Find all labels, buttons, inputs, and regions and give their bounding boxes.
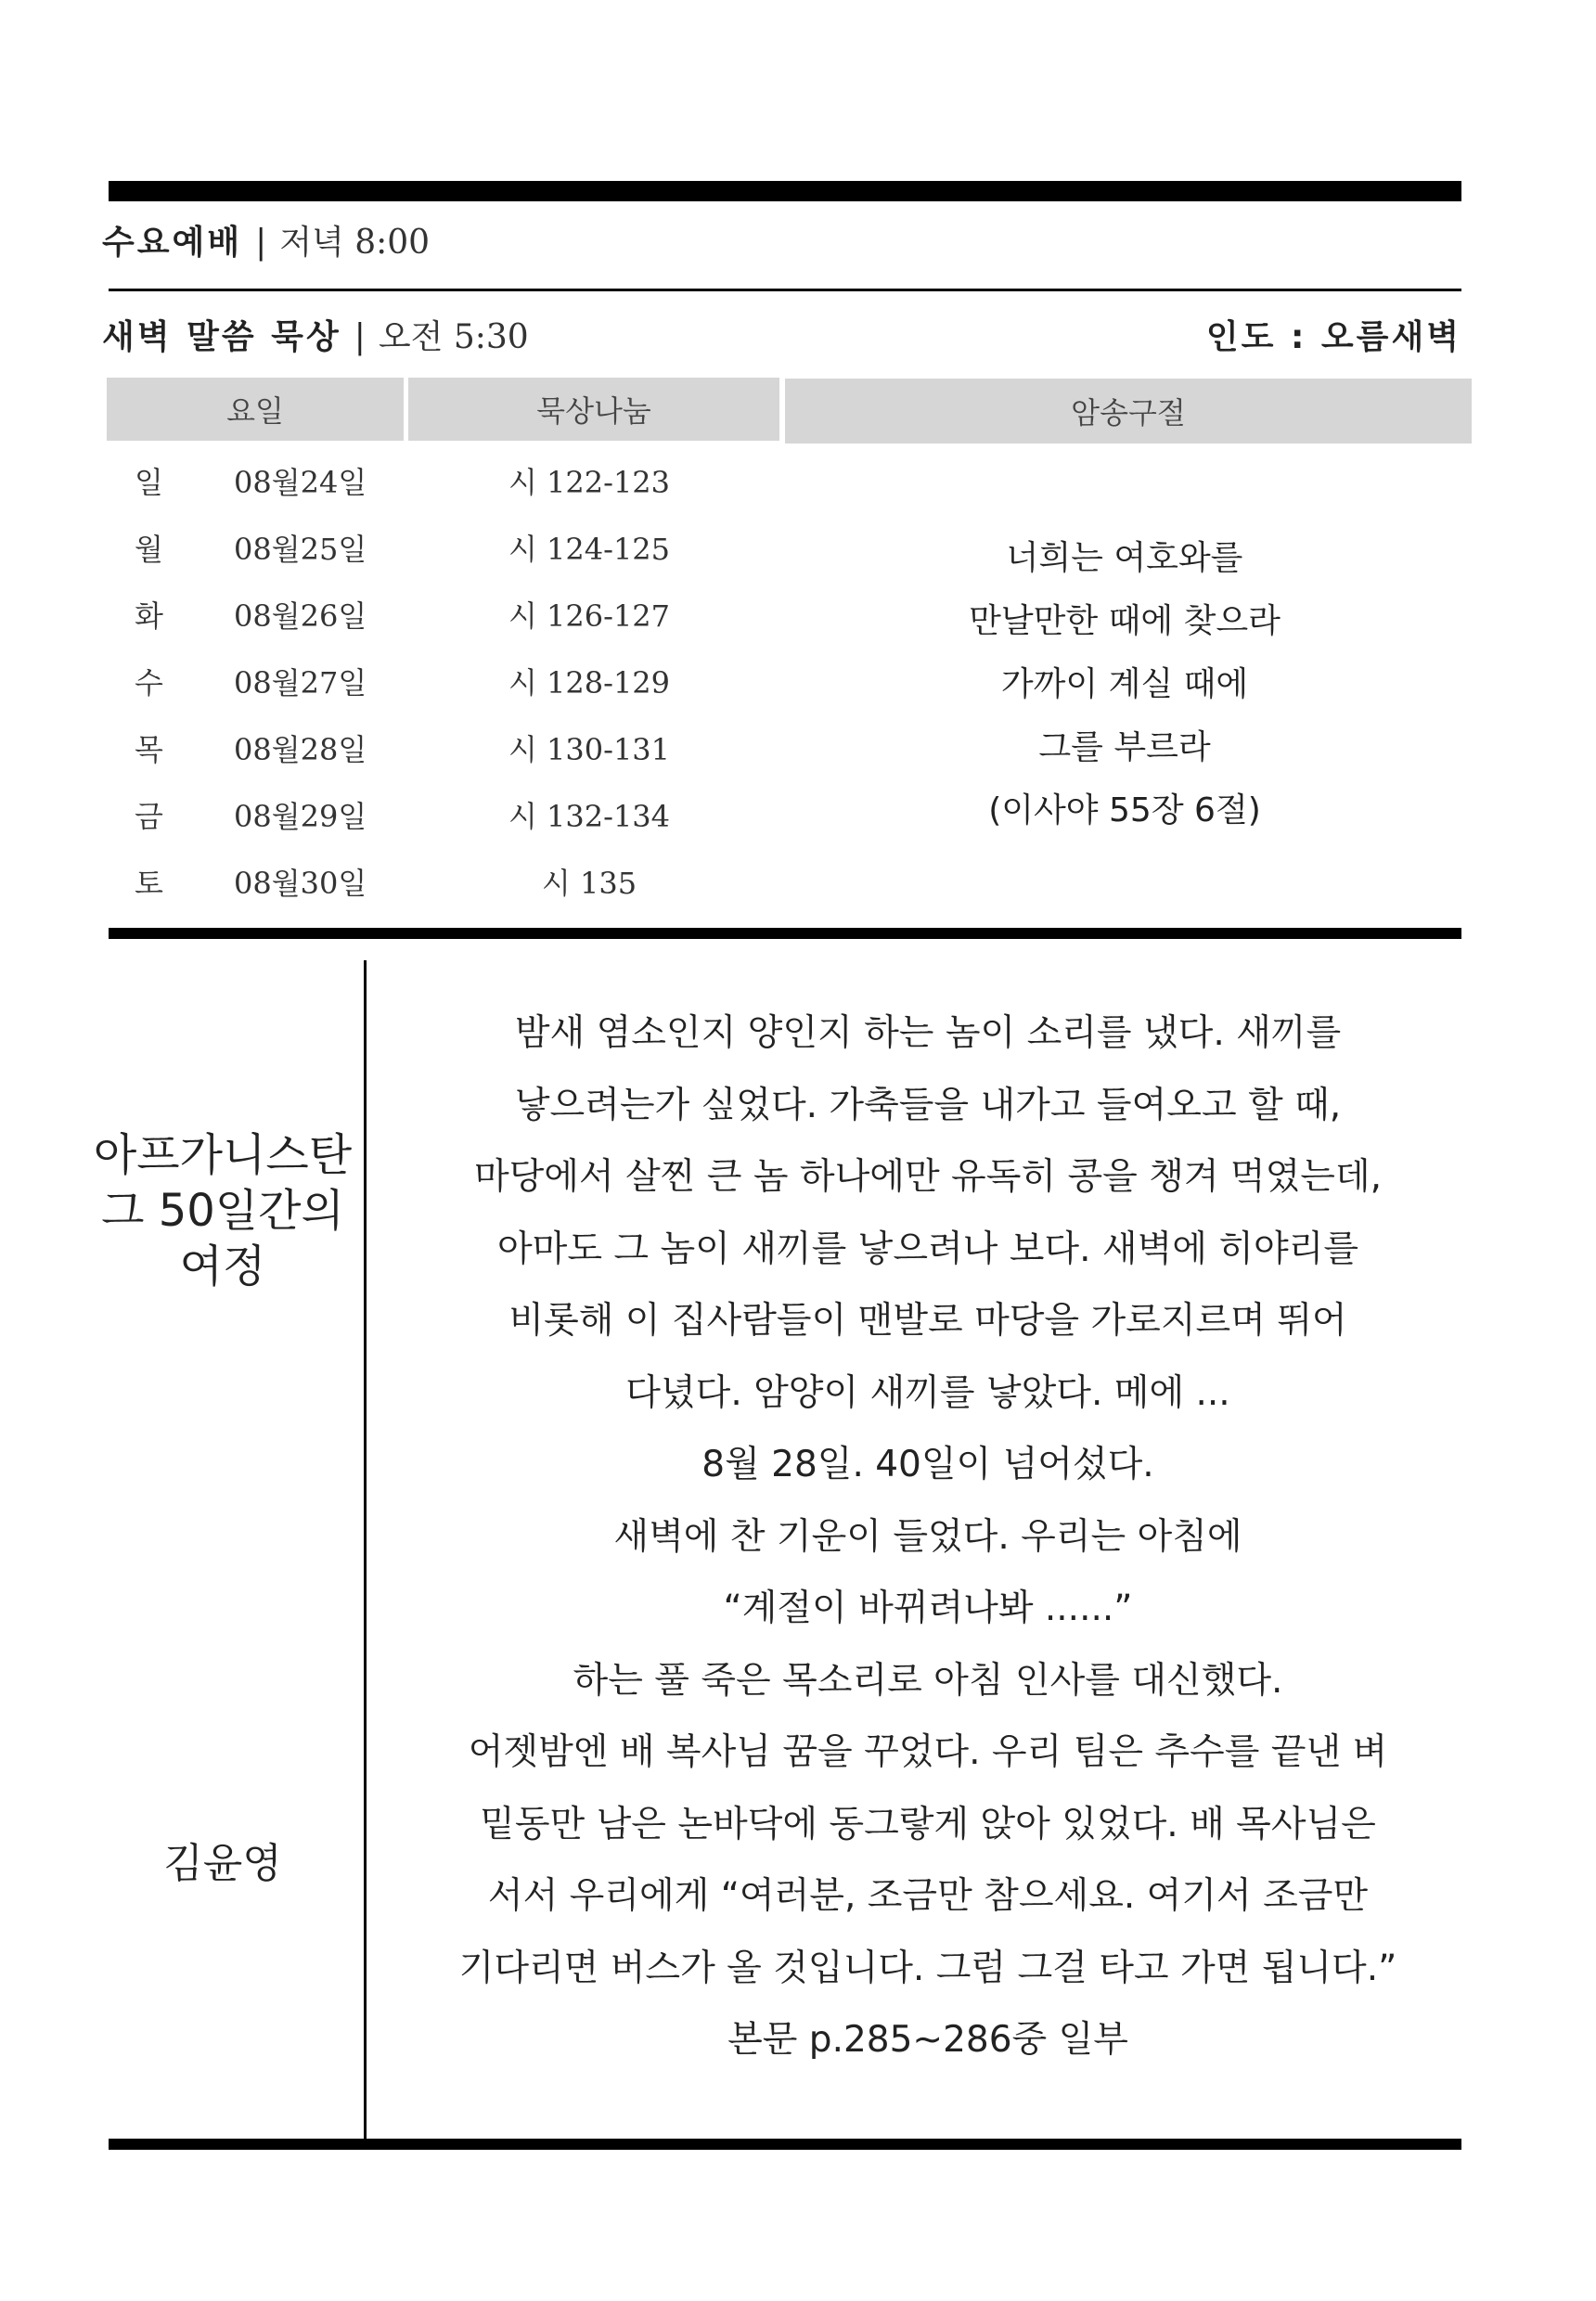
excerpt-line: 마당에서 살찐 큰 놈 하나에만 유독히 콩을 챙겨 먹였는데, — [473, 1156, 1383, 1198]
excerpt-line: 낳으려는가 싶었다. 가축들을 내가고 들여오고 할 때, — [514, 1084, 1342, 1126]
header-day: 요일 — [107, 378, 404, 441]
row-ref: 시 130-131 — [508, 732, 671, 767]
verse-line: 그를 부르라 — [1038, 728, 1211, 766]
excerpt-source: 본문 p.285~286중 일부 — [727, 2019, 1128, 2061]
excerpt-line: 서서 우리에게 “여러분, 조금만 참으세요. 여기서 조금만 — [487, 1875, 1369, 1917]
row-day: 목 — [135, 732, 163, 767]
excerpt-line: 아마도 그 놈이 새끼를 낳으려나 보다. 새벽에 히야리를 — [496, 1228, 1358, 1270]
row-day: 금 — [135, 799, 163, 834]
excerpt-line: 새벽에 찬 기운이 들었다. 우리는 아침에 — [613, 1515, 1242, 1558]
excerpt-line: 밤새 염소인지 양인지 하는 놈이 소리를 냈다. 새끼를 — [514, 1012, 1342, 1054]
row-date: 08월26일 — [234, 598, 367, 634]
book-title-line: 여정 — [179, 1240, 266, 1292]
row-ref: 시 124-125 — [508, 532, 671, 567]
row-day: 월 — [135, 532, 163, 567]
excerpt-line: 밑동만 남은 논바닥에 동그랗게 앉아 있었다. 배 목사님은 — [480, 1803, 1376, 1845]
row-date: 08월29일 — [234, 799, 367, 834]
memory-verse — [781, 527, 1468, 842]
row-date: 08월24일 — [234, 465, 367, 500]
dawn-meditation — [102, 315, 529, 360]
excerpt-line: 기다리면 버스가 올 것입니다. 그럼 그걸 타고 가면 됩니다.” — [458, 1947, 1397, 1989]
verse-reference: (이사야 55장 6절) — [988, 791, 1261, 829]
excerpt-line: 비롯해 이 집사람들이 맨발로 마당을 가로지르며 뛰어 — [508, 1300, 1347, 1342]
book-author: 김윤영 — [163, 1840, 282, 1887]
row-day: 수 — [135, 665, 163, 701]
row-day: 화 — [135, 598, 163, 634]
row-ref: 시 128-129 — [508, 665, 671, 701]
row-ref: 시 132-134 — [508, 799, 671, 834]
wednesday-time: 저녁 8:00 — [279, 224, 431, 262]
row-date: 08월25일 — [234, 532, 367, 567]
divider — [109, 289, 1461, 291]
row-date: 08월28일 — [234, 732, 367, 767]
verse-line: 만날만한 때에 찾으라 — [969, 602, 1281, 640]
dawn-time: 오전 5:30 — [378, 318, 529, 356]
book-title — [88, 1127, 357, 1294]
wednesday-title: 수요예배 — [102, 224, 243, 262]
bottom-rule — [109, 2139, 1461, 2150]
top-rule — [109, 181, 1461, 201]
row-date: 08월27일 — [234, 665, 367, 701]
verse-line: 너희는 여호와를 — [1006, 539, 1243, 577]
header-sharing: 묵상나눔 — [408, 378, 779, 441]
dawn-leader: 인도 : 오름새벽 — [1205, 318, 1461, 356]
book-title-line: 그 50일간의 — [101, 1185, 344, 1237]
dawn-separator: | — [354, 318, 366, 356]
dawn-title: 새벽 말씀 묵상 — [102, 318, 341, 356]
row-day: 일 — [135, 465, 163, 500]
excerpt-line: 하는 풀 죽은 목소리로 아침 인사를 대신했다. — [573, 1659, 1283, 1702]
row-day: 토 — [135, 866, 163, 901]
row-ref: 시 122-123 — [508, 465, 671, 500]
header-verse: 암송구절 — [785, 379, 1472, 443]
book-title-line: 아프가니스탄 — [93, 1129, 353, 1181]
verse-line: 가까이 계실 때에 — [1000, 665, 1249, 703]
row-date: 08월30일 — [234, 866, 367, 901]
wednesday-service — [102, 221, 430, 265]
book-excerpt — [390, 997, 1466, 2076]
middle-rule — [109, 928, 1461, 939]
row-ref: 시 126-127 — [508, 598, 671, 634]
excerpt-line: 8월 28일. 40일이 넘어섰다. — [701, 1444, 1154, 1485]
excerpt-line: 어젯밤엔 배 복사님 꿈을 꾸었다. 우리 팀은 추수를 끝낸 벼 — [468, 1731, 1388, 1773]
row-ref: 시 135 — [541, 866, 637, 901]
excerpt-line: 다녔다. 암양이 새끼를 낳았다. 메에 ... — [625, 1371, 1230, 1414]
wednesday-separator: | — [255, 224, 267, 262]
excerpt-line: “계절이 바뀌려나봐 ......” — [723, 1588, 1133, 1629]
column-divider — [364, 960, 367, 2145]
